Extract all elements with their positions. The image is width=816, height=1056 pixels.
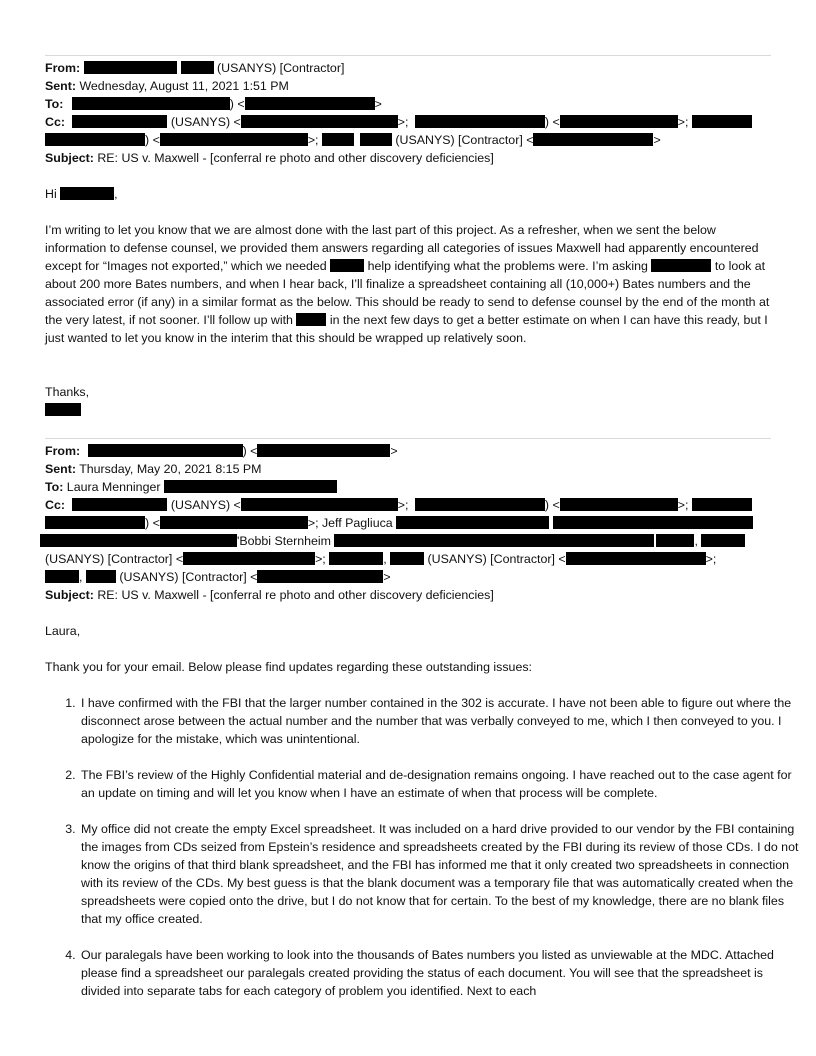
redaction [322, 133, 354, 146]
redaction [72, 97, 230, 110]
redaction [40, 534, 237, 547]
redaction [296, 313, 326, 326]
redaction [553, 516, 753, 529]
from-org: (USANYS) [Contractor] [217, 61, 345, 75]
redaction [334, 534, 654, 547]
cc-name: ; Jeff Pagliuca [315, 516, 393, 530]
body-text: in the next few days to get a better estimate on when I can have this ready, but I just wanted to let you know in the interim that this should be wrapped up relatively soon. [45, 313, 768, 345]
redaction [160, 516, 308, 529]
redaction [160, 133, 308, 146]
redaction [245, 97, 375, 110]
redaction [183, 552, 315, 565]
from-label: From: [45, 61, 81, 75]
subject-label: Subject: [45, 151, 94, 165]
redaction [45, 516, 145, 529]
email1-cc-line-2: ) < >; (USANYS) [Contractor] < > [45, 131, 661, 149]
redaction [656, 534, 694, 547]
redaction [72, 115, 167, 128]
greeting-text: Hi [45, 187, 57, 201]
list-item: 3. My office did not create the empty Excel spreadsheet. It was included on a hard drive provided to our vendor by the FBI containing the images from CDs seized from Epstein’s residence and spreadsheets created by the FBI during its review of those CDs. I do not know the origins of that third blank spreadsheet, and the FBI has informed me that it only created two spreadsheets in connection with its review of the CDs. My best guess is that the blank document was a temporary file that was automatically created when the spreadsheets were copied onto the drive, but I do not know that for certain. To the best of my knowledge, there are no blank files that my office created. [79, 820, 805, 928]
signature [45, 401, 81, 419]
redaction [390, 552, 424, 565]
salutation: Laura, [45, 624, 81, 638]
list-item: 2. The FBI’s review of the Highly Confidential material and de-designation remains ongoing. I have reached out to the case agent for an update on timing and will let you know when I have an estimate of when that process will be complete. [79, 766, 805, 802]
redaction [45, 403, 81, 416]
from-label: From: [45, 444, 81, 458]
redaction [329, 552, 383, 565]
email1-from-line [45, 59, 344, 77]
subject-value: RE: US v. Maxwell - [conferral re photo and other discovery deficiencies] [97, 588, 494, 602]
greeting: Hi , [45, 187, 118, 201]
redaction [560, 498, 678, 511]
sent-value: Thursday, May 20, 2021 8:15 PM [79, 462, 262, 476]
redaction [60, 187, 114, 200]
redaction [257, 444, 390, 457]
divider [45, 438, 771, 439]
redaction [396, 516, 549, 529]
body-text: help identifying what the problems were. I’m asking [367, 259, 648, 273]
subject-label: Subject: [45, 588, 94, 602]
redaction [241, 115, 398, 128]
cc-org: (USANYS) [Contractor] < [119, 570, 258, 584]
email1-body [45, 221, 771, 347]
body-text: I’m writing to let you know that we are almost done with the last part of this project. As a refresher, when we sent the below information to defense counsel, we provided them answers regarding all categories of issues Maxwell had apparently encountered except for “Images not exported,” which we needed [45, 223, 759, 273]
email2-cc-line-5: , (USANYS) [Contractor] < > [45, 568, 391, 586]
redaction [241, 498, 398, 511]
email2-from-line: From: ) < > [45, 444, 398, 458]
cc-org: (USANYS) < [170, 115, 241, 129]
to-label: To: [45, 97, 64, 111]
redaction [415, 115, 545, 128]
sent-label: Sent: [45, 79, 76, 93]
redaction [415, 498, 545, 511]
list-item: 1. I have confirmed with the FBI that the larger number contained in the 302 is accurate. I have not been able to figure out where the disconnect arose between the actual number and the number that was verbally conveyed to me, which I then conveyed to you. I apologize for the mistake, which was unintentional. [79, 694, 805, 748]
email1-to-line: To: ) < > [45, 97, 382, 111]
redaction [533, 133, 653, 146]
redaction [45, 570, 79, 583]
redaction [84, 61, 177, 74]
redaction [692, 498, 752, 511]
email2-cc-line: Cc: (USANYS) < >; ) < >; [45, 496, 752, 514]
redaction [560, 115, 678, 128]
email2-subject-line [45, 586, 494, 604]
email2-cc-line-4: (USANYS) [Contractor] < >; , (USANYS) [Contractor] < >; [45, 552, 717, 566]
email2-to-line [45, 478, 337, 496]
cc-org: (USANYS) [Contractor] < [395, 133, 534, 147]
redaction [692, 115, 752, 128]
redaction [86, 570, 116, 583]
cc-org: (USANYS) < [170, 498, 241, 512]
cc-name: 'Bobbi Sternheim [237, 534, 331, 548]
email2-cc-line-3: 'Bobbi Sternheim , [40, 532, 745, 550]
redaction [566, 552, 706, 565]
redaction [164, 480, 337, 493]
email1-subject-line [45, 149, 494, 167]
email1-sent-line [45, 77, 289, 95]
redaction [72, 498, 167, 511]
email2-sent-line [45, 460, 262, 478]
cc-label: Cc: [45, 115, 65, 129]
redaction [330, 259, 364, 272]
redaction [701, 534, 745, 547]
redaction [651, 259, 711, 272]
email1-cc-line: Cc: (USANYS) < >; ) < >; [45, 113, 752, 131]
redaction [360, 133, 392, 146]
body-text: to look at about 200 more Bates numbers, and when I hear back, I’ll finalize a spreadsheet containing all (10,000+) Bates numbers and the associated error (if any) in a similar format as the below. This should be ready to send to defense counsel by the end of the month at the very latest, if not sooner. I’ll follow up with [45, 259, 770, 327]
to-label: To: [45, 480, 64, 494]
sent-value: Wednesday, August 11, 2021 1:51 PM [79, 79, 289, 93]
to-value: Laura Menninger [66, 480, 161, 494]
cc-label: Cc: [45, 498, 65, 512]
intro-text: Thank you for your email. Below please find updates regarding these outstanding issues: [45, 660, 532, 674]
issues-list [45, 694, 805, 1018]
divider [45, 55, 771, 56]
redaction [45, 133, 145, 146]
redaction [181, 61, 214, 74]
redaction [257, 570, 383, 583]
redaction [88, 444, 243, 457]
signoff: Thanks, [45, 385, 90, 399]
cc-org: (USANYS) [Contractor] < [427, 552, 566, 566]
sent-label: Sent: [45, 462, 76, 476]
cc-org: (USANYS) [Contractor] < [45, 552, 184, 566]
subject-value: RE: US v. Maxwell - [conferral re photo and other discovery deficiencies] [97, 151, 494, 165]
list-item: 4. Our paralegals have been working to look into the thousands of Bates numbers you listed as unviewable at the MDC. Attached please find a spreadsheet our paralegals created providing the status of each document. You will see that the spreadsheet is divided into separate tabs for each category of problem you identified. Next to each [79, 946, 805, 1000]
email2-cc-line-2: ) < >; Jeff Pagliuca [45, 514, 753, 532]
